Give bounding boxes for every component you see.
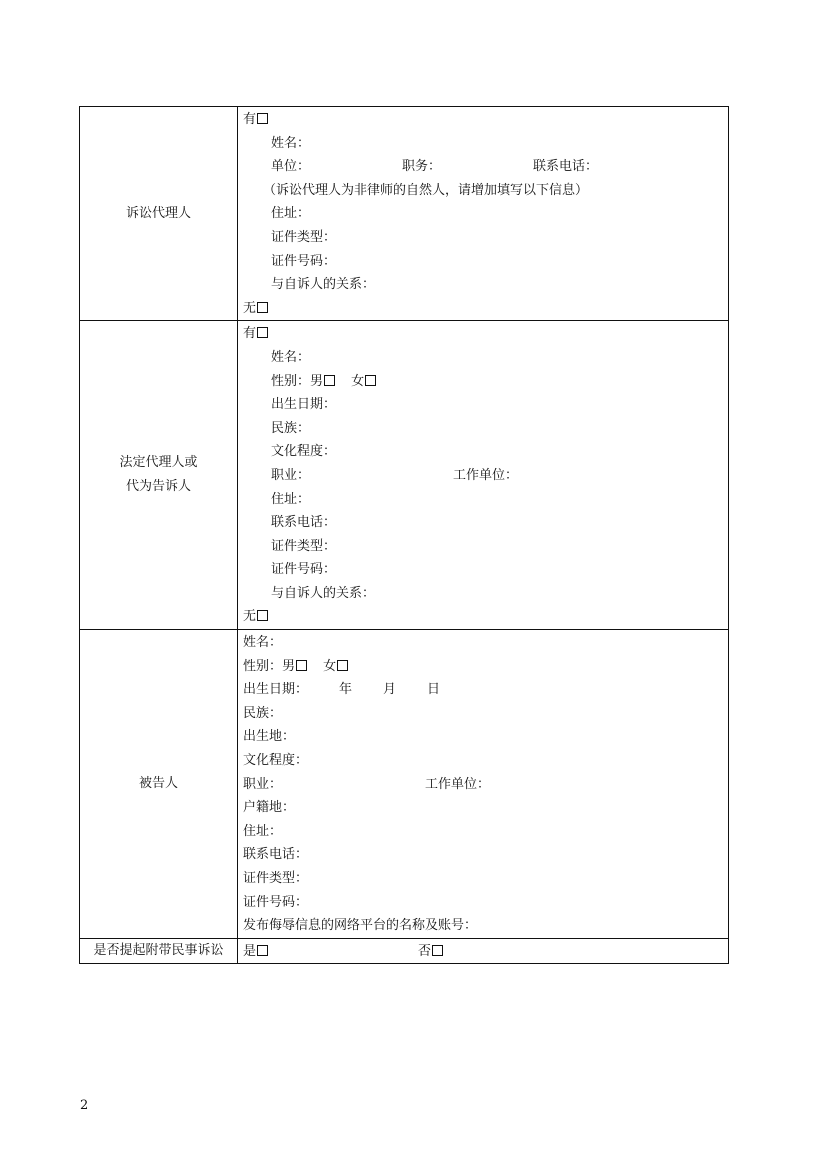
agent-note: （诉讼代理人为非律师的自然人，请增加填写以下信息） [263, 182, 589, 198]
agent-unit-field[interactable]: 单位： [271, 159, 311, 175]
agent-name-field[interactable]: 姓名： [271, 135, 311, 151]
civil-suit-yes-label: 是 [243, 943, 257, 959]
agent-relation-field[interactable]: 与自诉人的关系： [271, 277, 376, 293]
civil-suit-no-checkbox[interactable] [432, 945, 443, 956]
agent-has-checkbox[interactable] [257, 113, 268, 124]
legal-rep-male-label: 男 [310, 373, 324, 389]
defendant-ethnicity-field[interactable]: 民族： [243, 705, 283, 721]
legal-rep-content [238, 321, 729, 630]
agent-position-field[interactable]: 职务： [402, 159, 442, 175]
agent-phone-field[interactable]: 联系电话： [533, 159, 599, 175]
legal-rep-male-checkbox[interactable] [324, 375, 335, 386]
agent-label: 诉讼代理人 [80, 107, 238, 321]
page-number: 2 [80, 1098, 89, 1113]
civil-suit-label: 是否提起附带民事诉讼 [80, 938, 238, 964]
agent-none-checkbox[interactable] [257, 302, 268, 313]
legal-rep-birth-field[interactable]: 出生日期： [271, 397, 337, 413]
legal-rep-has-label: 有 [243, 326, 257, 342]
agent-address-field[interactable]: 住址： [271, 206, 311, 222]
defendant-content [238, 630, 729, 939]
legal-rep-row [80, 321, 729, 630]
defendant-female-checkbox[interactable] [337, 660, 348, 671]
civil-suit-content [238, 938, 729, 964]
defendant-address-field[interactable]: 住址： [243, 823, 283, 839]
agent-id-number-field[interactable]: 证件号码： [271, 253, 337, 269]
defendant-name-field[interactable]: 姓名： [243, 635, 283, 651]
defendant-household-field[interactable]: 户籍地： [243, 800, 296, 816]
defendant-birth-month: 月 [383, 682, 397, 698]
defendant-male-checkbox[interactable] [296, 660, 307, 671]
agent-none-label: 无 [243, 300, 257, 316]
legal-rep-label-line2: 代为告诉人 [125, 479, 191, 495]
legal-rep-education-field[interactable]: 文化程度： [271, 444, 337, 460]
defendant-workplace-field[interactable]: 工作单位： [425, 776, 491, 792]
legal-rep-workplace-field[interactable]: 工作单位： [453, 467, 519, 483]
agent-row [80, 107, 729, 321]
defendant-male-label: 男 [282, 658, 296, 674]
defendant-female-label: 女 [323, 658, 337, 674]
defendant-id-number-field[interactable]: 证件号码： [243, 894, 309, 910]
agent-id-type-field[interactable]: 证件类型： [271, 229, 337, 245]
defendant-education-field[interactable]: 文化程度： [243, 753, 309, 769]
defendant-platform-field[interactable]: 发布侮辱信息的网络平台的名称及账号： [243, 918, 478, 934]
legal-rep-none-label: 无 [243, 609, 257, 625]
legal-rep-female-label: 女 [351, 373, 365, 389]
legal-rep-relation-field[interactable]: 与自诉人的关系： [271, 585, 376, 601]
legal-rep-label-line1: 法定代理人或 [119, 455, 198, 471]
agent-content [238, 107, 729, 321]
legal-rep-name-field[interactable]: 姓名： [271, 349, 311, 365]
legal-rep-female-checkbox[interactable] [365, 375, 376, 386]
legal-rep-ethnicity-field[interactable]: 民族： [271, 420, 311, 436]
defendant-birth-field[interactable]: 出生日期： [243, 682, 309, 698]
defendant-gender-label: 性别： [243, 658, 283, 674]
legal-rep-phone-field[interactable]: 联系电话： [271, 515, 337, 531]
legal-rep-none-checkbox[interactable] [257, 610, 268, 621]
civil-suit-row [80, 938, 729, 964]
defendant-birth-year: 年 [339, 682, 353, 698]
legal-rep-occupation-field[interactable]: 职业： [271, 467, 311, 483]
defendant-label: 被告人 [80, 630, 238, 939]
civil-suit-no-label: 否 [418, 943, 432, 959]
defendant-birth-day: 日 [427, 682, 441, 698]
defendant-occupation-field[interactable]: 职业： [243, 776, 283, 792]
legal-rep-id-number-field[interactable]: 证件号码： [271, 562, 337, 578]
legal-rep-id-type-field[interactable]: 证件类型： [271, 538, 337, 554]
legal-rep-gender-label: 性别： [271, 373, 311, 389]
defendant-id-type-field[interactable]: 证件类型： [243, 871, 309, 886]
civil-suit-yes-checkbox[interactable] [257, 945, 268, 956]
legal-rep-has-checkbox[interactable] [257, 327, 268, 338]
legal-rep-label [80, 321, 238, 630]
defendant-row [80, 630, 729, 939]
legal-rep-address-field[interactable]: 住址： [271, 491, 311, 507]
complaint-form-table [79, 106, 729, 964]
defendant-phone-field[interactable]: 联系电话： [243, 847, 309, 863]
agent-has-label: 有 [243, 112, 257, 127]
defendant-birthplace-field[interactable]: 出生地： [243, 729, 296, 745]
